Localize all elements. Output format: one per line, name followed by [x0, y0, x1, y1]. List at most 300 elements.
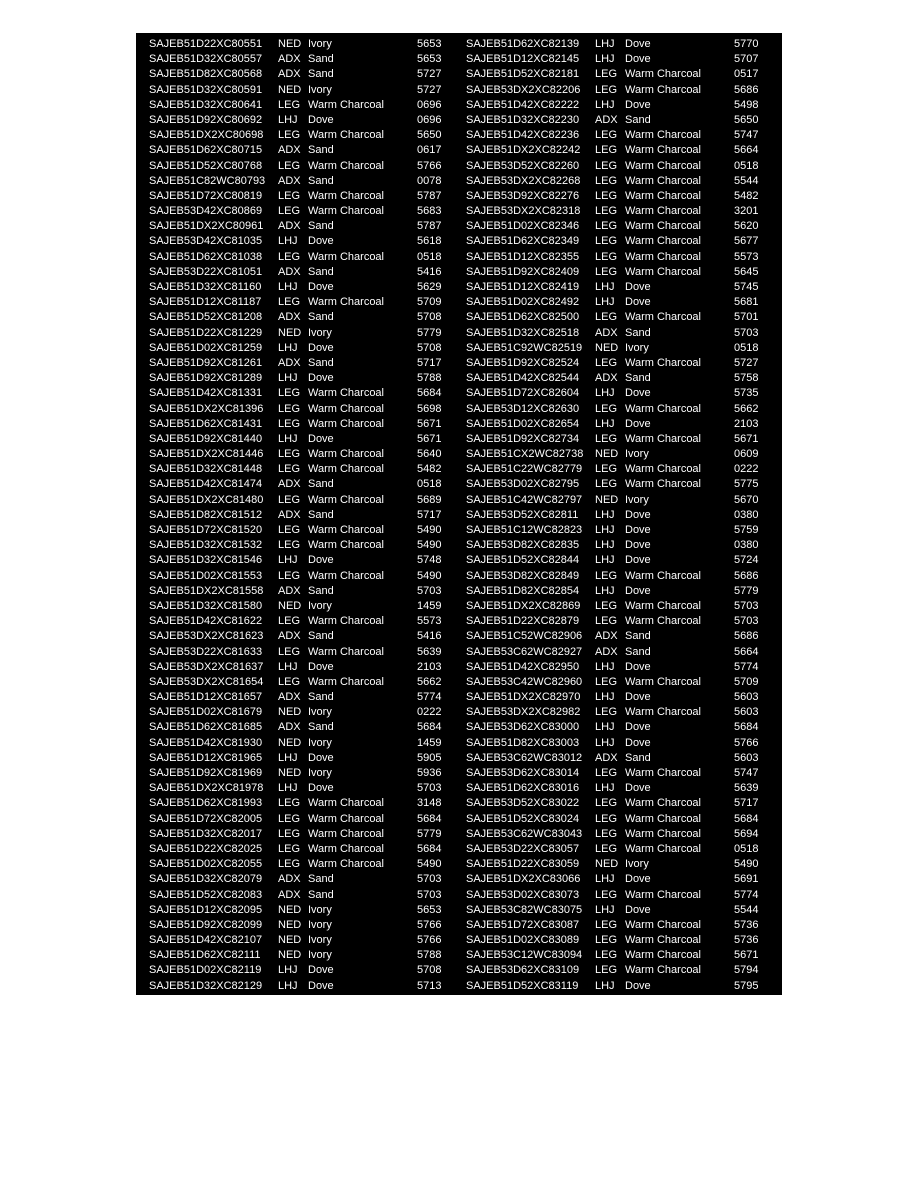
trim-code-cell: LHJ — [595, 53, 615, 66]
trim-code-cell: LEG — [278, 645, 301, 658]
color-cell: Dove — [625, 660, 651, 673]
table-row — [453, 250, 776, 265]
color-cell: Warm Charcoal — [308, 129, 384, 142]
number-cell: 5717 — [417, 508, 442, 521]
number-cell: 5735 — [734, 387, 759, 400]
table-row — [453, 569, 776, 584]
color-cell: Warm Charcoal — [625, 311, 701, 324]
color-cell: Dove — [625, 554, 651, 567]
vin-cell: SAJEB53D42XC80869 — [149, 205, 263, 218]
table-row — [453, 827, 776, 842]
number-cell: 5689 — [417, 493, 442, 506]
trim-code-cell: LEG — [595, 68, 618, 81]
number-cell: 5774 — [734, 660, 759, 673]
number-cell: 5664 — [734, 144, 759, 157]
table-row — [136, 295, 459, 310]
table-row — [136, 508, 459, 523]
vin-cell: SAJEB53D82XC82849 — [466, 569, 580, 582]
trim-code-cell: LHJ — [278, 660, 298, 673]
vin-cell: SAJEB51D62XC82139 — [466, 38, 580, 50]
color-cell: Dove — [308, 235, 334, 248]
color-cell: Warm Charcoal — [308, 645, 384, 658]
trim-code-cell: LHJ — [278, 964, 298, 977]
vin-cell: SAJEB51D62XC81038 — [149, 250, 263, 263]
trim-code-cell: NED — [278, 83, 302, 96]
table-row — [136, 842, 459, 857]
number-cell: 0617 — [417, 144, 442, 157]
vin-cell: SAJEB51D52XC82844 — [466, 554, 580, 567]
table-row — [453, 599, 776, 614]
number-cell: 5603 — [734, 706, 759, 719]
trim-code-cell: LEG — [278, 387, 301, 400]
trim-code-cell: LEG — [595, 159, 618, 172]
trim-code-cell: LHJ — [595, 584, 615, 597]
color-cell: Sand — [625, 372, 651, 385]
table-row — [136, 903, 459, 918]
vin-cell: SAJEB51D62XC81993 — [149, 797, 263, 810]
vin-cell: SAJEB51D92XC80692 — [149, 113, 263, 126]
number-cell: 3201 — [734, 205, 759, 218]
vin-cell: SAJEB53D62XC83109 — [466, 964, 580, 977]
vin-cell: SAJEB53DX2XC82318 — [466, 205, 581, 218]
table-row — [136, 933, 459, 948]
table-row — [453, 629, 776, 644]
color-cell: Sand — [308, 311, 334, 324]
color-cell: Sand — [308, 220, 334, 233]
vin-cell: SAJEB51D42XC81930 — [149, 736, 263, 749]
trim-code-cell: LEG — [595, 478, 618, 491]
number-cell: 5684 — [417, 812, 442, 825]
vin-cell: SAJEB51D52XC82083 — [149, 888, 263, 901]
vin-cell: SAJEB51DX2XC82242 — [466, 144, 581, 157]
vin-cell: SAJEB53D52XC83022 — [466, 797, 580, 810]
trim-code-cell: ADX — [278, 508, 301, 521]
number-cell: 5684 — [417, 387, 442, 400]
vin-cell: SAJEB51D42XC81622 — [149, 615, 263, 628]
trim-code-cell: ADX — [278, 721, 301, 734]
vin-cell: SAJEB51D32XC81580 — [149, 599, 263, 612]
number-cell: 5684 — [734, 812, 759, 825]
vin-cell: SAJEB53C62WC83043 — [466, 827, 583, 840]
color-cell: Warm Charcoal — [308, 296, 384, 309]
list-column-left — [136, 37, 459, 994]
number-cell: 5620 — [734, 220, 759, 233]
trim-code-cell: LEG — [278, 827, 301, 840]
table-row — [453, 979, 776, 994]
number-cell: 5640 — [417, 448, 442, 461]
table-row — [136, 584, 459, 599]
trim-code-cell: NED — [278, 326, 302, 339]
table-row — [136, 37, 459, 52]
vin-cell: SAJEB51D12XC82095 — [149, 903, 263, 916]
number-cell: 5709 — [734, 675, 759, 688]
trim-code-cell: LEG — [595, 767, 618, 779]
number-cell: 5416 — [417, 630, 442, 643]
table-row — [453, 812, 776, 827]
table-row — [136, 52, 459, 67]
table-row — [136, 705, 459, 720]
trim-code-cell: LHJ — [278, 341, 298, 354]
vin-cell: SAJEB51DX2XC81396 — [149, 402, 264, 415]
table-row — [453, 37, 776, 52]
number-cell: 5717 — [417, 356, 442, 369]
number-cell: 5650 — [734, 113, 759, 126]
table-row — [453, 888, 776, 903]
color-cell: Warm Charcoal — [625, 478, 701, 491]
number-cell: 1459 — [417, 599, 442, 612]
table-row — [453, 933, 776, 948]
table-row — [136, 280, 459, 295]
number-cell: 0380 — [734, 539, 759, 552]
color-cell: Warm Charcoal — [308, 493, 384, 506]
vin-cell: SAJEB51D52XC81208 — [149, 311, 263, 324]
color-cell: Sand — [308, 508, 334, 521]
table-row — [453, 675, 776, 690]
color-cell: Warm Charcoal — [308, 448, 384, 461]
color-cell: Dove — [625, 539, 651, 552]
trim-code-cell: LHJ — [595, 417, 615, 430]
vin-cell: SAJEB51D12XC82145 — [466, 53, 580, 66]
table-row — [453, 645, 776, 660]
trim-code-cell: NED — [278, 934, 302, 947]
number-cell: 5490 — [417, 858, 442, 871]
vin-cell: SAJEB53C62WC83012 — [466, 751, 583, 764]
trim-code-cell: ADX — [278, 144, 301, 157]
trim-code-cell: LEG — [595, 569, 618, 582]
vin-cell: SAJEB51DX2XC80698 — [149, 129, 264, 142]
vin-cell: SAJEB51D32XC81546 — [149, 554, 263, 567]
vin-cell: SAJEB51C52WC82906 — [466, 630, 583, 643]
trim-code-cell: LHJ — [595, 387, 615, 400]
table-row — [453, 341, 776, 356]
trim-code-cell: LEG — [278, 842, 301, 855]
vin-cell: SAJEB51D02XC82654 — [466, 417, 580, 430]
color-cell: Ivory — [625, 493, 649, 506]
trim-code-cell: NED — [278, 767, 302, 779]
color-cell: Warm Charcoal — [308, 524, 384, 536]
table-row — [136, 660, 459, 675]
number-cell: 5708 — [417, 311, 442, 324]
trim-code-cell: LEG — [278, 129, 301, 142]
color-cell: Warm Charcoal — [625, 949, 701, 962]
table-row — [136, 629, 459, 644]
trim-code-cell: LEG — [278, 250, 301, 263]
trim-code-cell: LEG — [278, 448, 301, 461]
vin-cell: SAJEB51DX2XC81480 — [149, 493, 264, 506]
trim-code-cell: ADX — [278, 220, 301, 233]
vin-cell: SAJEB51DX2XC82869 — [466, 599, 581, 612]
table-row — [136, 341, 459, 356]
vin-cell: SAJEB51D42XC81331 — [149, 387, 263, 400]
vin-cell: SAJEB51D62XC82500 — [466, 311, 580, 324]
table-row — [453, 538, 776, 553]
number-cell: 5629 — [417, 281, 442, 293]
vin-cell: SAJEB51D02XC82346 — [466, 220, 580, 233]
color-cell: Warm Charcoal — [625, 463, 701, 476]
color-cell: Dove — [308, 660, 334, 673]
table-row — [453, 402, 776, 417]
number-cell: 5691 — [734, 873, 759, 886]
table-row — [136, 417, 459, 432]
trim-code-cell: LEG — [278, 493, 301, 506]
trim-code-cell: LHJ — [595, 691, 615, 704]
table-row — [453, 234, 776, 249]
vin-cell: SAJEB51D52XC80768 — [149, 159, 263, 172]
color-cell: Warm Charcoal — [625, 827, 701, 840]
trim-code-cell: LHJ — [595, 721, 615, 734]
number-cell: 5490 — [417, 569, 442, 582]
table-row — [136, 888, 459, 903]
color-cell: Ivory — [308, 918, 332, 931]
color-cell: Ivory — [308, 599, 332, 612]
vin-cell: SAJEB51D82XC82854 — [466, 584, 580, 597]
table-row — [453, 280, 776, 295]
vin-cell: SAJEB51D32XC80641 — [149, 98, 263, 111]
trim-code-cell: ADX — [278, 630, 301, 643]
trim-code-cell: LEG — [278, 189, 301, 202]
trim-code-cell: LHJ — [595, 539, 615, 552]
color-cell: Sand — [308, 584, 334, 597]
table-row — [453, 295, 776, 310]
color-cell: Sand — [625, 326, 651, 339]
color-cell: Warm Charcoal — [625, 235, 701, 248]
table-row — [136, 204, 459, 219]
color-cell: Ivory — [308, 934, 332, 947]
trim-code-cell: LHJ — [595, 524, 615, 536]
number-cell: 5681 — [734, 296, 759, 309]
color-cell: Sand — [625, 645, 651, 658]
color-cell: Warm Charcoal — [308, 858, 384, 871]
trim-code-cell: LHJ — [278, 782, 298, 795]
table-row — [136, 599, 459, 614]
trim-code-cell: ADX — [278, 873, 301, 886]
number-cell: 5671 — [417, 432, 442, 445]
trim-code-cell: LEG — [595, 174, 618, 187]
table-row — [136, 128, 459, 143]
color-cell: Warm Charcoal — [625, 842, 701, 855]
trim-code-cell: NED — [278, 706, 302, 719]
color-cell: Warm Charcoal — [625, 934, 701, 947]
table-row — [453, 265, 776, 280]
table-row — [453, 356, 776, 371]
number-cell: 5653 — [417, 903, 442, 916]
number-cell: 5787 — [417, 220, 442, 233]
color-cell: Warm Charcoal — [625, 144, 701, 157]
trim-code-cell: LEG — [595, 356, 618, 369]
color-cell: Dove — [308, 281, 334, 293]
color-cell: Sand — [625, 113, 651, 126]
color-cell: Dove — [625, 53, 651, 66]
vin-cell: SAJEB51D32XC82230 — [466, 113, 580, 126]
color-cell: Warm Charcoal — [625, 174, 701, 187]
table-row — [136, 675, 459, 690]
table-row — [136, 143, 459, 158]
number-cell: 5727 — [417, 68, 442, 81]
trim-code-cell: LEG — [595, 964, 618, 977]
number-cell: 5653 — [417, 53, 442, 66]
color-cell: Ivory — [625, 341, 649, 354]
number-cell: 1459 — [417, 736, 442, 749]
trim-code-cell: LEG — [595, 949, 618, 962]
table-row — [453, 83, 776, 98]
number-cell: 5618 — [417, 235, 442, 248]
number-cell: 5703 — [417, 782, 442, 795]
trim-code-cell: NED — [595, 341, 619, 354]
vin-cell: SAJEB51D42XC82236 — [466, 129, 580, 142]
table-row — [136, 98, 459, 113]
color-cell: Dove — [625, 524, 651, 536]
vin-cell: SAJEB51D72XC83087 — [466, 918, 580, 931]
vin-cell: SAJEB51D72XC80819 — [149, 189, 263, 202]
trim-code-cell: LHJ — [278, 113, 298, 126]
vin-cell: SAJEB51D72XC82005 — [149, 812, 263, 825]
table-row — [453, 842, 776, 857]
trim-code-cell: ADX — [278, 265, 301, 278]
trim-code-cell: LEG — [595, 827, 618, 840]
table-row — [136, 113, 459, 128]
number-cell: 5708 — [417, 341, 442, 354]
number-cell: 5707 — [734, 53, 759, 66]
trim-code-cell: LEG — [278, 296, 301, 309]
trim-code-cell: LEG — [595, 918, 618, 931]
vin-cell: SAJEB51D92XC82734 — [466, 432, 580, 445]
color-cell: Dove — [308, 782, 334, 795]
table-row — [453, 948, 776, 963]
number-cell: 5905 — [417, 751, 442, 764]
table-row — [453, 690, 776, 705]
trim-code-cell: LEG — [278, 675, 301, 688]
number-cell: 5686 — [734, 83, 759, 96]
vin-cell: SAJEB53DX2XC81623 — [149, 630, 264, 643]
table-row — [453, 189, 776, 204]
number-cell: 5490 — [417, 524, 442, 536]
trim-code-cell: ADX — [278, 356, 301, 369]
number-cell: 5794 — [734, 964, 759, 977]
vin-cell: SAJEB51D32XC81448 — [149, 463, 263, 476]
vin-cell: SAJEB51D32XC82017 — [149, 827, 263, 840]
number-cell: 5671 — [734, 432, 759, 445]
vin-cell: SAJEB51D42XC81474 — [149, 478, 263, 491]
trim-code-cell: ADX — [278, 174, 301, 187]
number-cell: 5703 — [417, 584, 442, 597]
table-row — [136, 812, 459, 827]
trim-code-cell: LEG — [595, 129, 618, 142]
table-row — [136, 523, 459, 538]
vin-cell: SAJEB51D02XC83089 — [466, 934, 580, 947]
color-cell: Warm Charcoal — [625, 129, 701, 142]
vin-cell: SAJEB51D32XC81160 — [149, 281, 262, 293]
list-column-right — [453, 37, 776, 994]
trim-code-cell: LEG — [595, 463, 618, 476]
table-row — [136, 645, 459, 660]
color-cell: Warm Charcoal — [308, 812, 384, 825]
color-cell: Warm Charcoal — [625, 767, 701, 779]
color-cell: Sand — [308, 888, 334, 901]
table-row — [453, 781, 776, 796]
table-row — [453, 614, 776, 629]
number-cell: 5603 — [734, 751, 759, 764]
color-cell: Sand — [308, 478, 334, 491]
number-cell: 5490 — [734, 858, 759, 871]
color-cell: Dove — [625, 736, 651, 749]
color-cell: Warm Charcoal — [625, 615, 701, 628]
vin-cell: SAJEB51D32XC80557 — [149, 53, 263, 66]
trim-code-cell: ADX — [278, 888, 301, 901]
vin-cell: SAJEB51D62XC81431 — [149, 417, 263, 430]
vin-cell: SAJEB51D92XC81440 — [149, 432, 263, 445]
vin-cell: SAJEB53DX2XC81637 — [149, 660, 264, 673]
number-cell: 0609 — [734, 448, 759, 461]
trim-code-cell: LEG — [278, 812, 301, 825]
vin-cell: SAJEB51D12XC81965 — [149, 751, 263, 764]
table-row — [453, 553, 776, 568]
number-cell: 0696 — [417, 98, 442, 111]
table-row — [136, 781, 459, 796]
trim-code-cell: LEG — [595, 144, 618, 157]
number-cell: 3148 — [417, 797, 442, 810]
table-row — [136, 67, 459, 82]
color-cell: Ivory — [625, 858, 649, 871]
number-cell: 5482 — [734, 189, 759, 202]
color-cell: Sand — [308, 630, 334, 643]
number-cell: 5779 — [417, 326, 442, 339]
trim-code-cell: LEG — [595, 675, 618, 688]
number-cell: 5713 — [417, 979, 442, 992]
color-cell: Warm Charcoal — [625, 432, 701, 445]
vin-cell: SAJEB51C82WC80793 — [149, 174, 266, 187]
vin-cell: SAJEB53DX2XC82206 — [466, 83, 581, 96]
table-row — [136, 827, 459, 842]
trim-code-cell: LEG — [595, 934, 618, 947]
color-cell: Sand — [308, 691, 334, 704]
color-cell: Sand — [308, 721, 334, 734]
vin-cell: SAJEB51D02XC81679 — [149, 706, 263, 719]
table-row — [136, 234, 459, 249]
vin-cell: SAJEB53D52XC82260 — [466, 159, 580, 172]
table-row — [453, 720, 776, 735]
trim-code-cell: ADX — [595, 326, 618, 339]
vin-cell: SAJEB53D82XC82835 — [466, 539, 580, 552]
table-row — [136, 432, 459, 447]
table-row — [453, 67, 776, 82]
vin-cell: SAJEB51DX2XC81558 — [149, 584, 264, 597]
color-cell: Dove — [625, 281, 651, 293]
number-cell: 0518 — [734, 159, 759, 172]
table-row — [136, 766, 459, 781]
trim-code-cell: LHJ — [595, 873, 615, 886]
table-row — [136, 948, 459, 963]
table-row — [453, 326, 776, 341]
color-cell: Warm Charcoal — [625, 205, 701, 218]
trim-code-cell: LHJ — [278, 554, 298, 567]
table-row — [453, 128, 776, 143]
vin-cell: SAJEB51D52XC83119 — [466, 979, 579, 992]
trim-code-cell: LHJ — [595, 660, 615, 673]
number-cell: 5639 — [417, 645, 442, 658]
table-row — [453, 143, 776, 158]
color-cell: Sand — [308, 174, 334, 187]
trim-code-cell: LHJ — [278, 235, 298, 248]
number-cell: 5766 — [734, 736, 759, 749]
vin-cell: SAJEB53DX2XC82268 — [466, 174, 581, 187]
trim-code-cell: LEG — [278, 205, 301, 218]
trim-code-cell: LHJ — [278, 432, 298, 445]
number-cell: 0222 — [417, 706, 442, 719]
table-row — [453, 98, 776, 113]
vin-cell: SAJEB51D92XC81261 — [149, 356, 263, 369]
trim-code-cell: NED — [278, 599, 302, 612]
number-cell: 5694 — [734, 827, 759, 840]
